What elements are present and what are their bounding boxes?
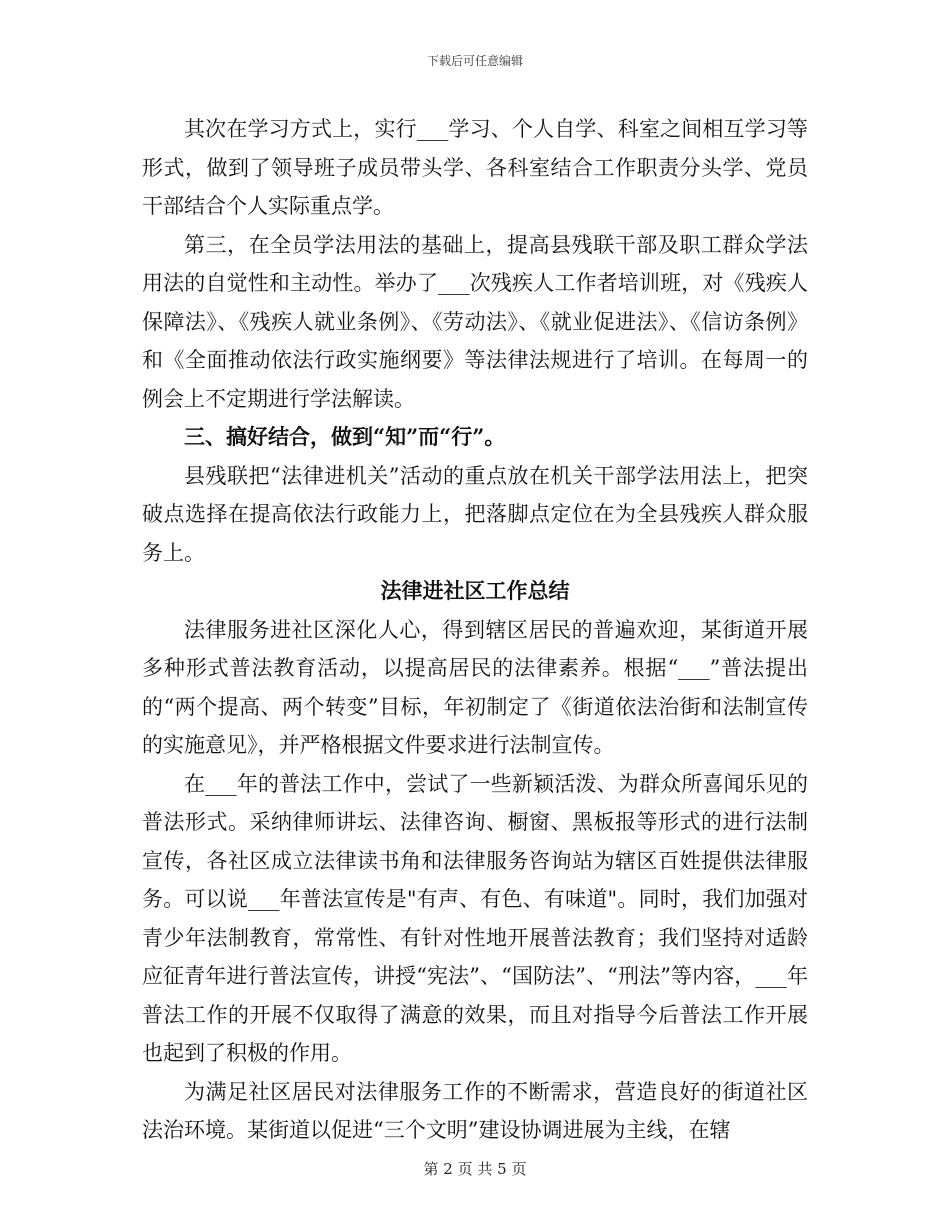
paragraph-third-point: 第三，在全员学法用法的基础上，提高县残联干部及职工群众学法用法的自觉性和主动性。举办了___次残疾人工作者培训班，对《残疾人保障法》、《残疾人就业条例》、《劳动法》、《就业促进法》、《信访条例》和《全面推动依法行政实施纲要》等法律法规进行了培训。在每周一的例会上不定期进行学法解读。 [142, 232, 808, 411]
paragraph-community-needs: 为满足社区居民对法律服务工作的不断需求，营造良好的街道社区法治环境。某街道以促进“三个文明”建设协调进展为主线，在辖 [142, 1079, 808, 1142]
document-body [142, 110, 808, 1150]
document-title: 法律进社区工作总结 [380, 578, 570, 603]
paragraph-community-intro: 法律服务进社区深化人心，得到辖区居民的普遍欢迎，某街道开展多种形式普法教育活动，以提高居民的法律素养。根据“___”普法提出的“两个提高、两个转变”目标，年初制定了《街道依法治街和法制宣传的实施意见》，并严格根据文件要求进行法制宣传。 [142, 617, 808, 757]
paragraph-study-methods: 其次在学习方式上，实行___学习、个人自学、科室之间相互学习等形式，做到了领导班子成员带头学、各科室结合工作职责分头学、党员干部结合个人实际重点学。 [142, 117, 808, 218]
page-number: 第 2 页 共 5 页 [423, 1160, 527, 1178]
section-heading-three: 三、搞好结合，做到“知”而“行”。 [184, 424, 506, 449]
paragraph-annual-work: 在___年的普法工作中，尝试了一些新颖活泼、为群众所喜闻乐见的普法形式。采纳律师讲坛、法律咨询、橱窗、黑板报等形式的进行法制宣传，各社区成立法律读书角和法律服务咨询站为辖区百姓提供法律服务。可以说___年普法宣传是"有声、有色、有味道"。同时，我们加强对青少年法制教育，常常性、有针对性地开展普法教育；我们坚持对适龄应征青年进行普法宣传，讲授“宪法”、“国防法”、“刑法”等内容，___年普法工作的开展不仅取得了满意的效果，而且对指导今后普法工作开展也起到了积极的作用。 [142, 771, 808, 1065]
page-header: 下载后可任意编辑 [426, 54, 523, 68]
paragraph-law-into-agencies: 县残联把“法律进机关”活动的重点放在机关干部学法用法上，把突破点选择在提高依法行政能力上，把落脚点定位在为全县残疾人群众服务上。 [142, 463, 808, 565]
